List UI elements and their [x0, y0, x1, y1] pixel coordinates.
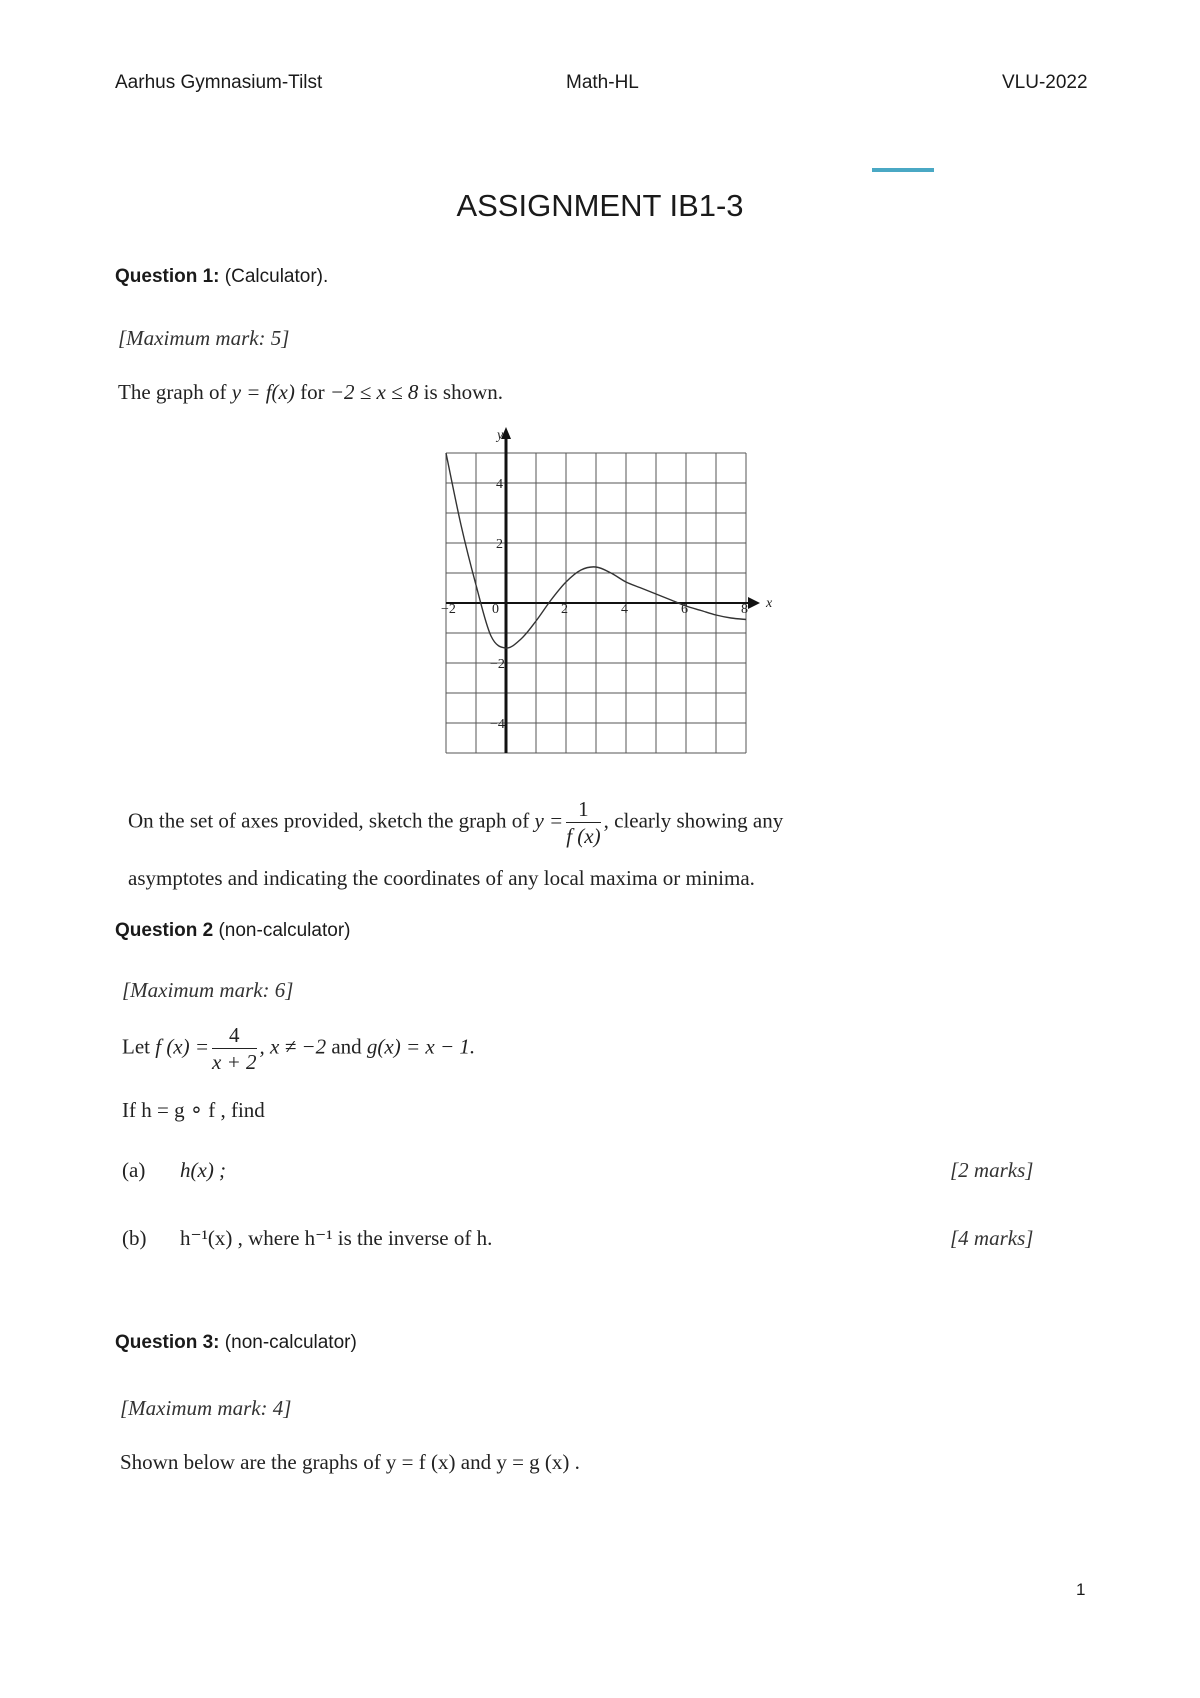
q1-heading: [115, 266, 328, 288]
x-tick-label: 2: [561, 602, 568, 617]
q2-f-denominator: x + 2: [212, 1050, 257, 1074]
q2-if-line: If h = g ∘ f , find: [122, 1098, 265, 1122]
q3-text: Shown below are the graphs of y = f (x) and y = g (x) .: [120, 1450, 580, 1474]
q3-label: Question 3:: [115, 1332, 220, 1353]
q2-a-label: (a): [122, 1158, 146, 1182]
q1-note: (Calculator).: [224, 266, 329, 287]
q2-b-text: h⁻¹(x) , where h⁻¹ is the inverse of h.: [180, 1226, 493, 1250]
q2-a-text: h(x) ;: [180, 1158, 227, 1182]
q3-heading: [115, 1332, 357, 1354]
q3-note: (non-calculator): [224, 1332, 357, 1353]
q1-task-numerator: 1: [566, 796, 600, 823]
y-tick-label: 4: [496, 477, 503, 492]
q2-let: Let: [122, 1034, 150, 1059]
x-tick-label: 0: [492, 602, 499, 617]
q2-and: and: [331, 1034, 362, 1059]
q2-b-label: (b): [122, 1226, 147, 1250]
q1-task-denominator: f (x): [566, 824, 601, 848]
q1-intro-range: −2 ≤ x ≤ 8: [329, 380, 419, 404]
y-tick-label: 2: [496, 537, 503, 552]
x-axis-arrow: [748, 597, 760, 609]
q1-task-y: y =: [534, 808, 564, 833]
q1-intro-b: for: [300, 380, 325, 404]
x-tick-label: 8: [741, 602, 748, 617]
graph-axes: [446, 427, 773, 753]
y-tick-label: −2: [490, 657, 505, 672]
q2-definition: [122, 1022, 475, 1075]
page-title: ASSIGNMENT IB1-3: [456, 188, 744, 223]
q1-intro-c: is shown.: [423, 380, 504, 404]
q1-intro-eq: y = f(x): [231, 380, 295, 404]
q2-f-numerator: 4: [212, 1022, 257, 1049]
q1-task-b: , clearly showing any: [603, 808, 784, 833]
q1-task: [128, 796, 783, 849]
q1-task-fraction: [566, 796, 600, 849]
q1-intro: [118, 380, 503, 405]
x-tick-label: −2: [441, 602, 456, 617]
graph-tick-labels: [441, 477, 748, 732]
q2-heading: [115, 920, 350, 942]
q2-label: Question 2: [115, 920, 214, 941]
y-tick-label: −4: [490, 717, 505, 732]
q2-max-mark: [Maximum mark: 6]: [122, 978, 294, 1002]
function-graph: [420, 425, 780, 760]
header-school: Aarhus Gymnasium-Tilst: [115, 72, 323, 93]
q2-g-definition: g(x) = x − 1.: [366, 1034, 476, 1059]
header-course: Math-HL: [566, 72, 639, 93]
q2-b-marks: [4 marks]: [950, 1226, 1034, 1250]
q1-intro-a: The graph of: [118, 380, 227, 404]
x-axis-label: x: [766, 596, 773, 611]
accent-line: [872, 168, 934, 172]
q2-a-marks: [2 marks]: [950, 1158, 1034, 1182]
page-number: 1: [1076, 1580, 1086, 1599]
x-tick-label: 6: [681, 602, 688, 617]
q2-note: (non-calculator): [218, 920, 351, 941]
q1-label: Question 1:: [115, 266, 220, 287]
q2-f-fraction: [212, 1022, 257, 1075]
q1-task-line2: asymptotes and indicating the coordinates of any local maxima or minima.: [128, 866, 755, 890]
q3-max-mark: [Maximum mark: 4]: [120, 1396, 292, 1420]
q1-max-mark: [Maximum mark: 5]: [118, 326, 290, 350]
q2-condition: , x ≠ −2: [259, 1034, 327, 1059]
x-tick-label: 4: [621, 602, 628, 617]
q2-f-lhs: f (x) =: [155, 1034, 210, 1059]
header-code: VLU-2022: [1002, 72, 1088, 93]
q1-task-a: On the set of axes provided, sketch the graph of: [128, 808, 530, 833]
y-axis-label: y: [497, 428, 504, 443]
